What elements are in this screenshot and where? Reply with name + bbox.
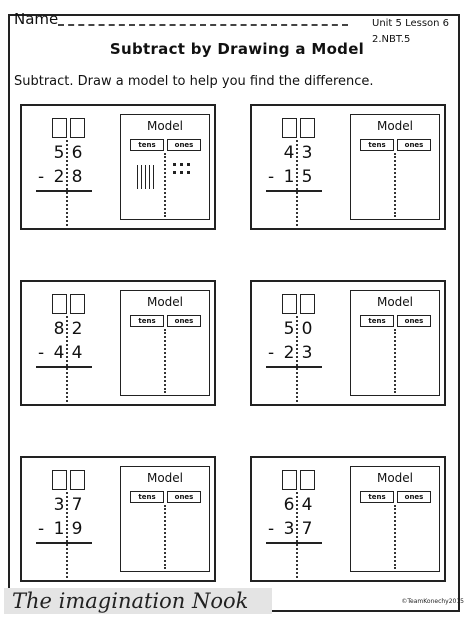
- model-divider: [394, 329, 396, 393]
- model-title: Model: [146, 471, 184, 485]
- ones-column-label: ones: [167, 491, 201, 503]
- minus-sign: -: [38, 519, 45, 539]
- answer-box-tens[interactable]: [282, 470, 297, 490]
- answer-box-tens[interactable]: [52, 294, 67, 314]
- model-box[interactable]: [120, 466, 210, 572]
- top-ones-digit: 6: [71, 143, 83, 163]
- problem-card: [20, 456, 216, 582]
- top-tens-digit: 4: [283, 143, 295, 163]
- ones-column-label: ones: [397, 491, 431, 503]
- tens-column-label: tens: [360, 315, 394, 327]
- problem-card: [250, 280, 446, 406]
- tens-stick: [141, 165, 142, 189]
- ones-column-label: ones: [167, 315, 201, 327]
- model-box[interactable]: [120, 114, 210, 220]
- ones-dot: [173, 171, 176, 174]
- model-box[interactable]: [350, 466, 440, 572]
- ones-dot: [187, 171, 190, 174]
- model-divider: [394, 153, 396, 217]
- ones-column-label: ones: [397, 139, 431, 151]
- model-divider: [164, 153, 166, 217]
- answer-box-ones[interactable]: [70, 118, 85, 138]
- bottom-ones-digit: 8: [71, 167, 83, 187]
- ones-dot: [187, 163, 190, 166]
- name-write-line: [58, 24, 348, 26]
- answer-box-tens[interactable]: [52, 470, 67, 490]
- tens-column-label: tens: [130, 139, 164, 151]
- tens-column-label: tens: [360, 491, 394, 503]
- bottom-tens-digit: 2: [283, 343, 295, 363]
- top-tens-digit: 5: [53, 143, 65, 163]
- bottom-tens-digit: 1: [53, 519, 65, 539]
- ones-dot: [180, 171, 183, 174]
- problem-card: [250, 456, 446, 582]
- minus-sign: -: [268, 343, 275, 363]
- model-title: Model: [146, 119, 184, 133]
- tens-column-label: tens: [130, 491, 164, 503]
- top-ones-digit: 7: [71, 495, 83, 515]
- place-value-divider: [66, 316, 68, 402]
- ones-dot: [173, 163, 176, 166]
- place-value-divider: [296, 492, 298, 578]
- model-title: Model: [376, 471, 414, 485]
- answer-box-ones[interactable]: [70, 294, 85, 314]
- top-tens-digit: 3: [53, 495, 65, 515]
- model-title: Model: [146, 295, 184, 309]
- place-value-divider: [66, 140, 68, 226]
- bottom-tens-digit: 3: [283, 519, 295, 539]
- place-value-divider: [296, 316, 298, 402]
- model-divider: [394, 505, 396, 569]
- top-ones-digit: 4: [301, 495, 313, 515]
- top-tens-digit: 8: [53, 319, 65, 339]
- top-tens-digit: 6: [283, 495, 295, 515]
- answer-box-ones[interactable]: [300, 294, 315, 314]
- model-divider: [164, 329, 166, 393]
- tens-column-label: tens: [360, 139, 394, 151]
- copyright-text: ©TeamKonechy2015: [401, 598, 464, 605]
- standard-text: 2.NBT.5: [372, 34, 411, 45]
- tens-stick: [149, 165, 150, 189]
- ones-column-label: ones: [167, 139, 201, 151]
- top-tens-digit: 5: [283, 319, 295, 339]
- model-title: Model: [376, 119, 414, 133]
- name-label: Name: [14, 10, 59, 28]
- minus-sign: -: [268, 519, 275, 539]
- problem-card: [20, 280, 216, 406]
- bottom-tens-digit: 1: [283, 167, 295, 187]
- problem-card: [20, 104, 216, 230]
- sum-line: [36, 366, 92, 368]
- model-box[interactable]: [120, 290, 210, 396]
- bottom-ones-digit: 7: [301, 519, 313, 539]
- minus-sign: -: [38, 343, 45, 363]
- sum-line: [266, 542, 322, 544]
- sum-line: [36, 542, 92, 544]
- problem-card: [250, 104, 446, 230]
- top-ones-digit: 3: [301, 143, 313, 163]
- answer-box-tens[interactable]: [282, 118, 297, 138]
- page-title: Subtract by Drawing a Model: [109, 40, 365, 58]
- bottom-ones-digit: 5: [301, 167, 313, 187]
- sum-line: [266, 366, 322, 368]
- brand-logo-text: The imagination Nook: [4, 588, 272, 614]
- answer-box-ones[interactable]: [300, 118, 315, 138]
- bottom-ones-digit: 9: [71, 519, 83, 539]
- bottom-tens-digit: 4: [53, 343, 65, 363]
- top-ones-digit: 0: [301, 319, 313, 339]
- model-title: Model: [376, 295, 414, 309]
- unit-text: Unit 5 Lesson 6: [372, 18, 450, 29]
- place-value-divider: [66, 492, 68, 578]
- tens-stick: [153, 165, 154, 189]
- answer-box-tens[interactable]: [52, 118, 67, 138]
- model-divider: [164, 505, 166, 569]
- model-box[interactable]: [350, 114, 440, 220]
- ones-column-label: ones: [397, 315, 431, 327]
- footer: [0, 584, 474, 618]
- bottom-ones-digit: 4: [71, 343, 83, 363]
- instructions-text: Subtract. Draw a model to help you find the difference.: [14, 74, 374, 89]
- answer-box-ones[interactable]: [70, 470, 85, 490]
- bottom-ones-digit: 3: [301, 343, 313, 363]
- sum-line: [266, 190, 322, 192]
- tens-column-label: tens: [130, 315, 164, 327]
- tens-stick: [137, 165, 138, 189]
- answer-box-ones[interactable]: [300, 470, 315, 490]
- bottom-tens-digit: 2: [53, 167, 65, 187]
- model-box[interactable]: [350, 290, 440, 396]
- minus-sign: -: [38, 167, 45, 187]
- minus-sign: -: [268, 167, 275, 187]
- top-ones-digit: 2: [71, 319, 83, 339]
- place-value-divider: [296, 140, 298, 226]
- answer-box-tens[interactable]: [282, 294, 297, 314]
- sum-line: [36, 190, 92, 192]
- tens-stick: [145, 165, 146, 189]
- ones-dot: [180, 163, 183, 166]
